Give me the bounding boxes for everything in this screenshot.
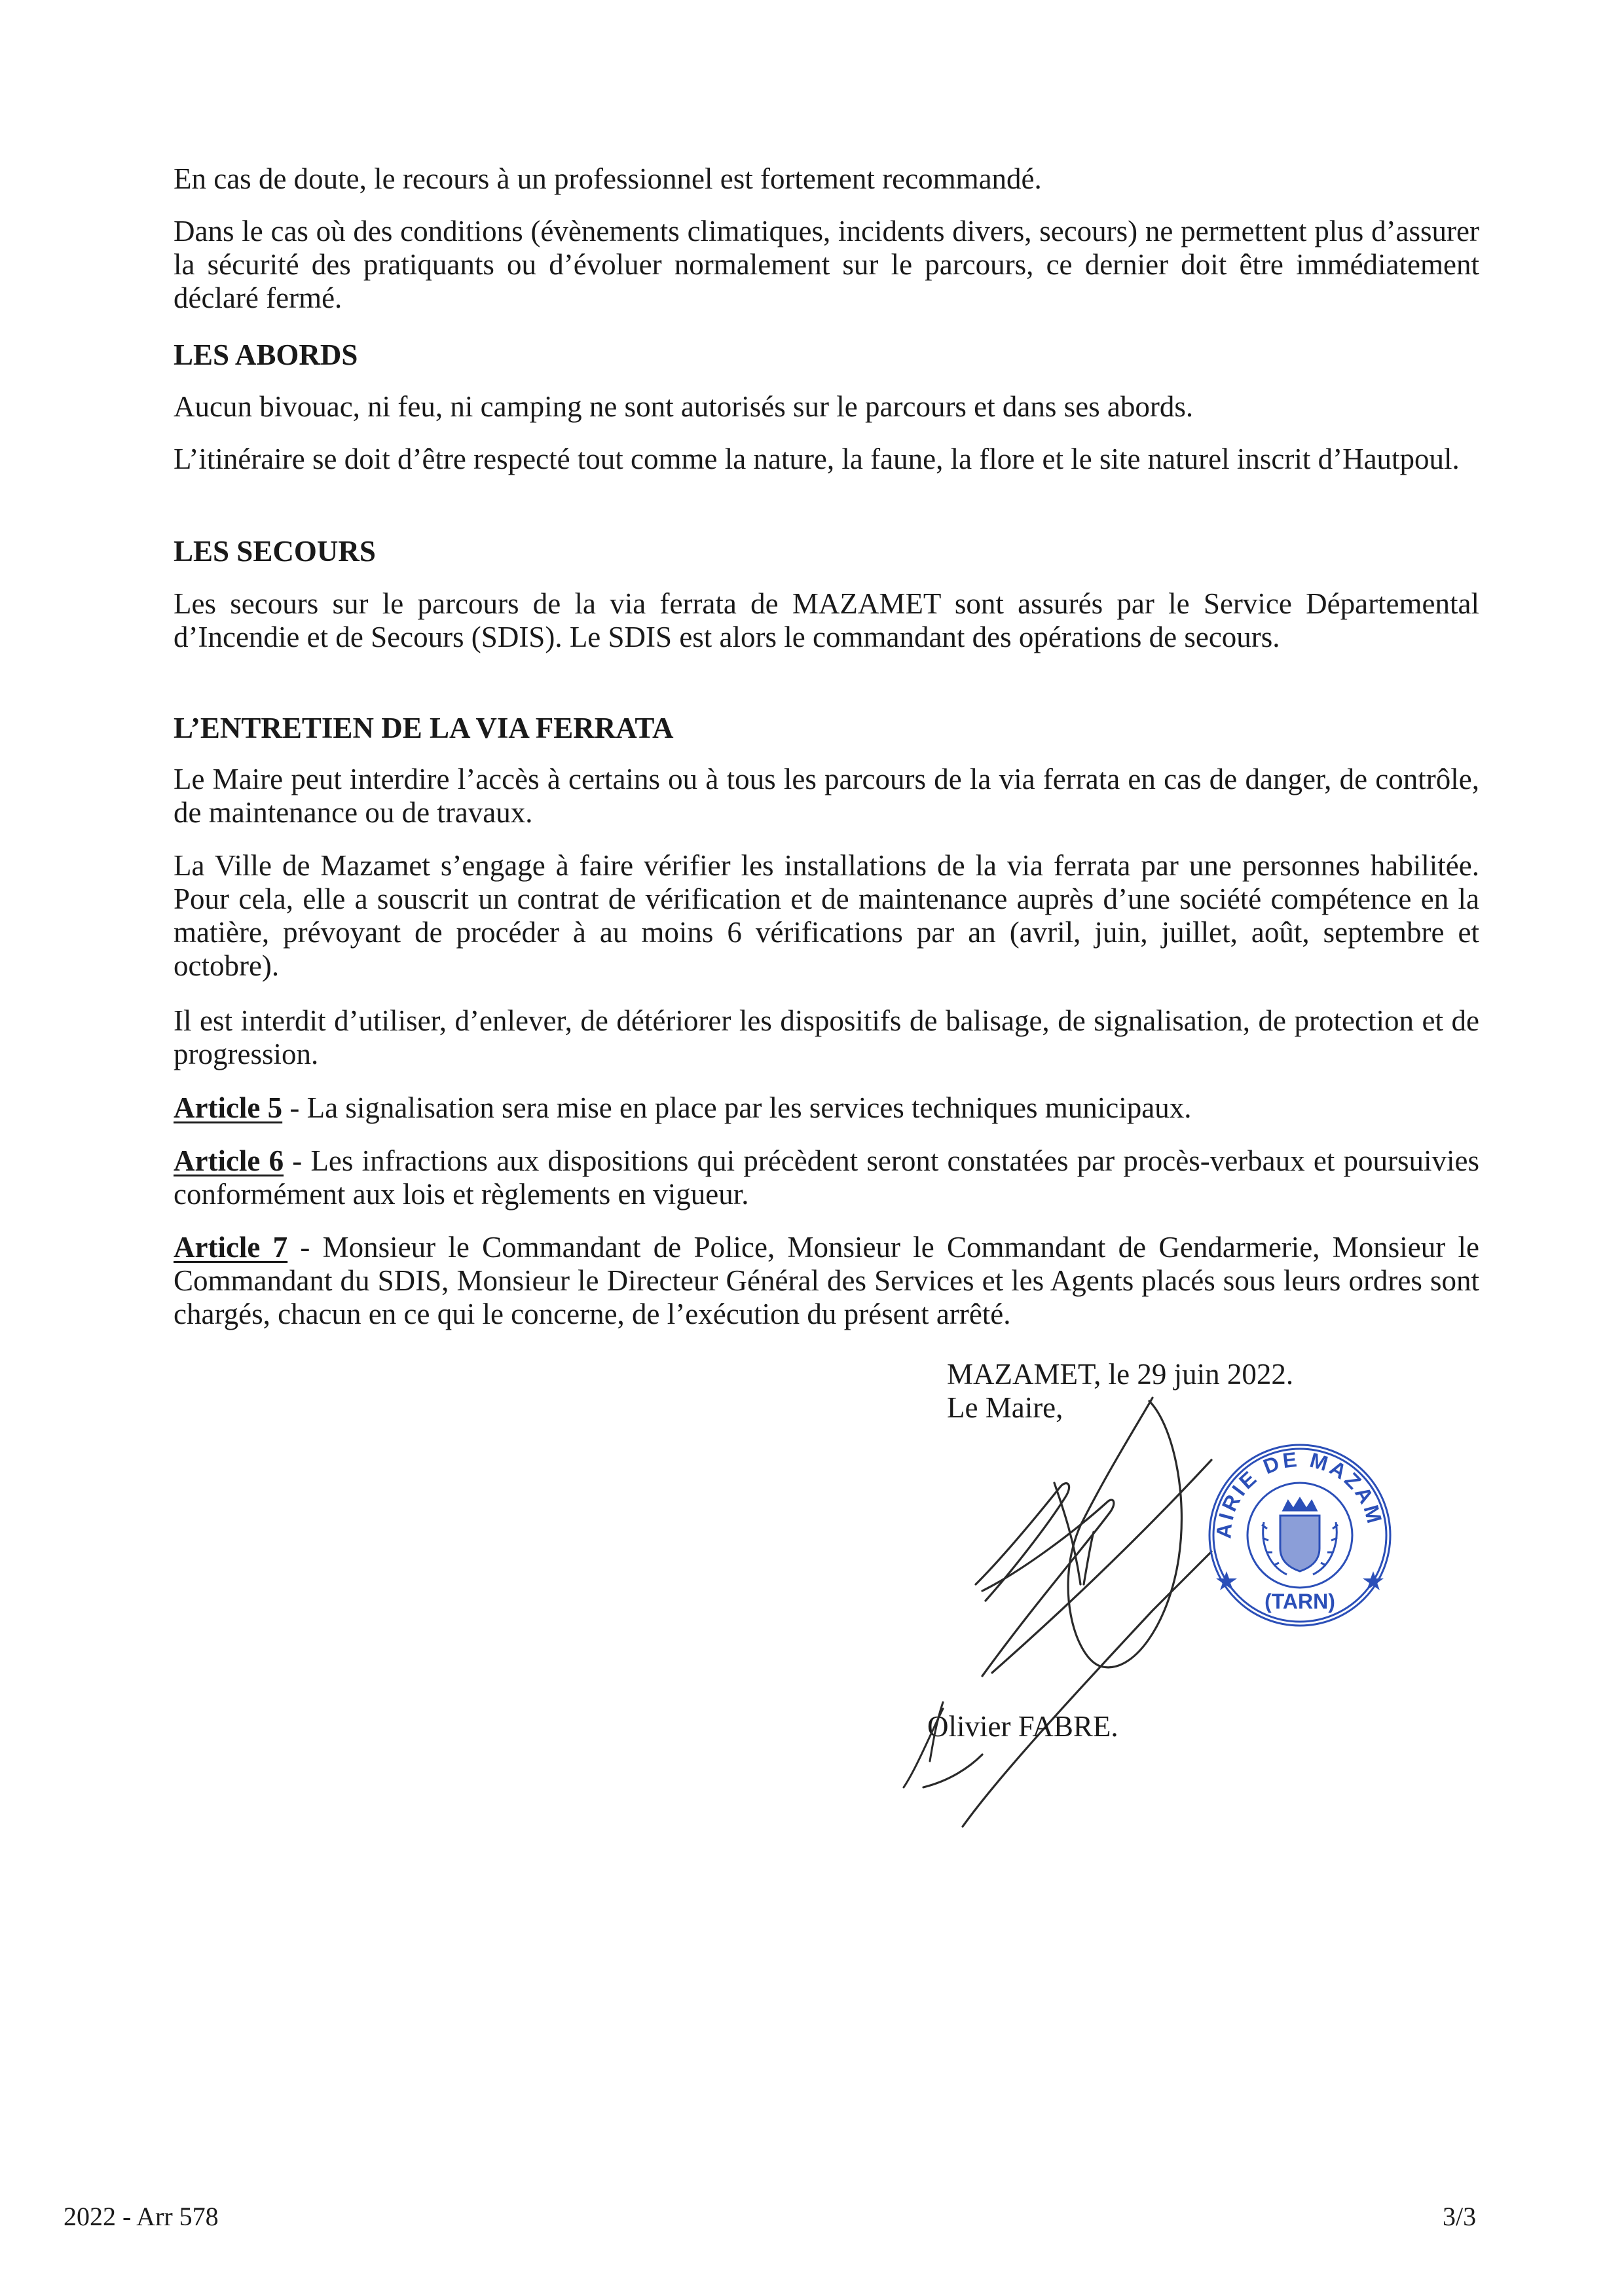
article-7-text: - Monsieur le Commandant de Police, Monsieur le Commandant de Gendarmerie, Monsieur le Commandant du SDIS, Monsieur le Directeur Général des Services et les Agents placés sous leurs ordres sont chargés, chacun en ce qui le concerne, de l’exécution du présent arrêté. [174,1231,1479,1330]
intro-paragraph: En cas de doute, le recours à un professionnel est fortement recommandé. [174,162,1042,195]
article-6-label: Article 6 [174,1144,284,1177]
article-7-label: Article 7 [174,1231,288,1264]
signatory-role: Le Maire, [947,1391,1063,1424]
place-date: MAZAMET, le 29 juin 2022. [947,1358,1294,1391]
stamp-top-text: MAIRIE DE MAZAMET [1191,1418,1388,1540]
ville-paragraph: La Ville de Mazamet s’engage à faire vérifier les installations de la via ferrata par une personnes habilitée. Pour cela, elle a souscrit un contrat de vérification et de maintenance auprès d’une société compétence en la matière, prévoyant de procéder à au moins 6 vérifications par an (avril, juin, juillet, août, septembre et octobre). [174,849,1479,982]
footer-reference: 2022 - Arr 578 [64,2202,219,2231]
heading-secours: LES SECOURS [174,535,376,568]
signatory-name: Olivier FABRE. [927,1710,1118,1743]
stamp-bottom-text: (TARN) [1264,1590,1335,1613]
conditions-paragraph: Dans le cas où des conditions (évènements climatiques, incidents divers, secours) ne permettent plus d’assurer la sécurité des pratiquants ou d’évoluer normalement sur le parcours, ce dernier doit être immédiatement déclaré fermé. [174,215,1479,314]
maire-paragraph: Le Maire peut interdire l’accès à certains ou à tous les parcours de la via ferrata en cas de danger, de contrôle, de maintenance ou de travaux. [174,763,1479,829]
article-5-text: - La signalisation sera mise en place par les services techniques municipaux. [282,1091,1192,1124]
article-5-label: Article 5 [174,1091,283,1124]
heading-entretien: L’ENTRETIEN DE LA VIA FERRATA [174,712,674,744]
article-6-text: - Les infractions aux dispositions qui précèdent seront constatées par procès-verbaux et poursuivies conformément aux lois et règlements en vigueur. [174,1144,1479,1211]
heading-abords: LES ABORDS [174,338,358,371]
secours-paragraph: Les secours sur le parcours de la via ferrata de MAZAMET sont assurés par le Service Départemental d’Incendie et de Secours (SDIS). Le SDIS est alors le commandant des opérations de secours. [174,587,1479,653]
bivouac-paragraph: Aucun bivouac, ni feu, ni camping ne sont autorisés sur le parcours et dans ses abords. [174,390,1194,423]
itineraire-paragraph: L’itinéraire se doit d’être respecté tout comme la nature, la faune, la flore et le site naturel inscrit d’Hautpoul. [174,443,1460,475]
interdit-paragraph: Il est interdit d’utiliser, d’enlever, de détériorer les dispositifs de balisage, de signalisation, de protection et de progression. [174,1004,1479,1070]
page-number: 3/3 [1443,2202,1477,2231]
